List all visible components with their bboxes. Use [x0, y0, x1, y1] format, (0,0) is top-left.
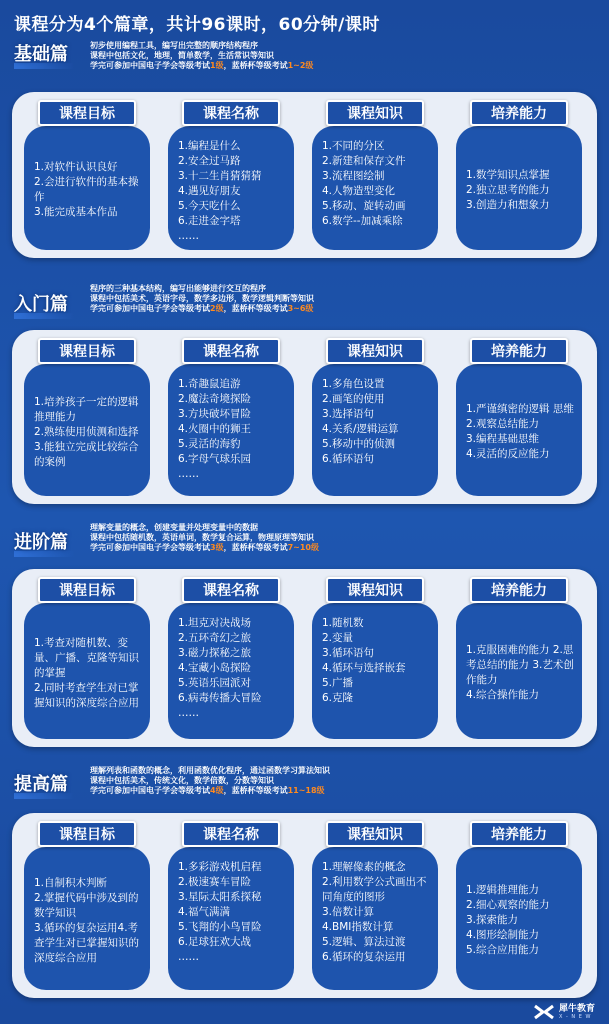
knowledge-card — [312, 364, 438, 496]
section-title: 提高篇 — [14, 770, 68, 796]
logo-subtext: X - N E W — [558, 1014, 592, 1020]
abilities-card — [456, 603, 582, 739]
list-item: 4.图形绘制能力 — [466, 929, 540, 941]
abilities-card — [456, 126, 582, 250]
description-text: ，蓝桥杯等级考试 — [223, 786, 288, 795]
description-line — [90, 304, 314, 314]
list-item: 1.对软件认识良好 — [34, 161, 118, 173]
column-goals — [20, 813, 154, 998]
list-item: 4.BMI指数计算 — [322, 921, 394, 933]
courses-card — [168, 126, 294, 250]
section-description — [90, 766, 330, 796]
list-item: 1.严谨缜密的逻辑 思维 — [466, 403, 574, 415]
list-item: 1.不同的分区 — [322, 140, 385, 152]
description-line — [90, 61, 313, 71]
list-item: 1.多角色设置 — [322, 378, 385, 390]
column-knowledge — [308, 813, 442, 998]
list-item: 6.足球狂欢大战 — [178, 936, 252, 948]
list-item: 3.能独立完成比较综合的案例 — [34, 440, 139, 468]
column-abilities — [452, 330, 586, 504]
list-item: 1.克服困难的能力 2.思考总结的能力 3.艺术创作能力 — [466, 644, 574, 686]
column-goals — [20, 330, 154, 504]
description-line: 课程中包括随机数，英语单词，数学复合运算，物理原理等知识 — [90, 533, 314, 542]
column-header-courses: 课程名称 — [182, 100, 280, 126]
abilities-card — [456, 847, 582, 990]
list-item: 5.飞翔的小鸟冒险 — [178, 921, 262, 933]
list-item: …… — [178, 230, 199, 242]
list-item: 3.探索能力 — [466, 914, 519, 926]
list-item: …… — [178, 707, 199, 719]
column-header-abilities: 培养能力 — [470, 338, 568, 364]
course-panel — [12, 813, 597, 998]
description-line: 课程中包括美术，传统文化，数学倍数，分数等知识 — [90, 776, 274, 785]
level-highlight: 3级 — [210, 543, 224, 552]
list-item: 3.创造力和想象力 — [466, 198, 550, 211]
column-header-courses: 课程名称 — [182, 577, 280, 603]
description-line: 程序的三种基本结构，编写出能够进行交互的程序 — [90, 284, 266, 293]
column-header-knowledge: 课程知识 — [326, 821, 424, 847]
list-item: 1.数学知识点掌握 — [466, 168, 550, 181]
section-description — [90, 284, 314, 314]
course-panel — [12, 92, 597, 258]
course-panel — [12, 330, 597, 504]
description-text: ，蓝桥杯等级考试 — [223, 304, 288, 313]
description-line: 课程中包括文化，地理，简单数学，生活常识等知识 — [90, 51, 274, 60]
description-text: 学完可参加中国电子学会等级考试 — [90, 786, 210, 795]
list-item: 5.逻辑、算法过渡 — [322, 936, 406, 948]
list-item: 4.福气满满 — [178, 906, 231, 918]
goals-card — [24, 126, 150, 250]
list-item: 6.字母气球乐园 — [178, 453, 252, 465]
course-panel — [12, 569, 597, 747]
section-description — [90, 41, 313, 71]
column-knowledge — [308, 569, 442, 747]
section-description — [90, 523, 319, 553]
list-item: 2.同时考查学生对已掌握知识的深度综合应用 — [34, 681, 139, 709]
list-item: 5.灵活的海豹 — [178, 438, 241, 450]
list-item: 1.奇趣鼠追游 — [178, 378, 241, 390]
list-item: 3.编程基础思维 — [466, 433, 540, 445]
list-item: 1.理解像素的概念 — [322, 861, 406, 873]
list-item: 3.星际太阳系探秘 — [178, 891, 262, 903]
list-item: 2.画笔的使用 — [322, 393, 385, 405]
list-item: …… — [178, 951, 199, 963]
column-goals — [20, 92, 154, 258]
column-header-abilities: 培养能力 — [470, 100, 568, 126]
description-text: 学完可参加中国电子学会等级考试 — [90, 61, 210, 70]
knowledge-card — [312, 126, 438, 250]
column-header-goals: 课程目标 — [38, 577, 136, 603]
list-item: 2.独立思考的能力 — [466, 183, 550, 196]
list-item: 6.循环的复杂运用 — [322, 951, 406, 963]
goals-card — [24, 364, 150, 496]
list-item: 2.会进行软件的基本操作 — [34, 176, 139, 203]
description-line: 理解变量的概念，创建变量并处理变量中的数据 — [90, 523, 258, 532]
list-item: 1.考查对随机数、变量、广播、克隆等知识的掌握 — [34, 636, 139, 679]
list-item: 1.培养孩子一定的逻辑推理能力 — [34, 395, 139, 423]
list-item: 4.灵活的反应能力 — [466, 448, 550, 460]
list-item: 3.磁力探秘之旅 — [178, 647, 252, 659]
column-header-knowledge: 课程知识 — [326, 338, 424, 364]
list-item: 5.广播 — [322, 677, 354, 689]
list-item: 1.编程是什么 — [178, 140, 241, 152]
list-item: 2.熟练使用侦测和选择 — [34, 425, 139, 438]
list-item: 4.遇见好朋友 — [178, 185, 241, 197]
list-item: 1.坦克对决战场 — [178, 617, 252, 629]
abilities-card — [456, 364, 582, 496]
description-line: 初步使用编程工具，编写出完整的顺序结构程序 — [90, 41, 258, 50]
section-title: 基础篇 — [14, 40, 68, 66]
list-item: 2.利用数学公式画出不同角度的图形 — [322, 876, 427, 903]
list-item: 4.宝藏小岛探险 — [178, 662, 252, 674]
goals-card — [24, 603, 150, 739]
list-item: 6.数学--加减乘除 — [322, 215, 403, 227]
column-courses — [164, 813, 298, 998]
description-line — [90, 786, 330, 796]
section-title: 入门篇 — [14, 290, 68, 316]
list-item: 2.魔法奇境探险 — [178, 393, 252, 405]
section-title: 进阶篇 — [14, 528, 68, 554]
description-text: 学完可参加中国电子学会等级考试 — [90, 543, 210, 552]
list-item: 3.十二生肖猜猜猜 — [178, 170, 262, 182]
list-item: …… — [178, 468, 199, 480]
list-item: 2.变量 — [322, 632, 354, 644]
list-item: 4.人物造型变化 — [322, 185, 396, 197]
list-item: 1.多彩游戏机启程 — [178, 861, 262, 873]
list-item: 3.循环语句 — [322, 647, 375, 659]
column-header-goals: 课程目标 — [38, 338, 136, 364]
column-header-knowledge: 课程知识 — [326, 100, 424, 126]
description-line: 课程中包括美术，英语字母，数学多边形，数学逻辑判断等知识 — [90, 294, 314, 303]
column-knowledge — [308, 92, 442, 258]
column-header-courses: 课程名称 — [182, 821, 280, 847]
description-line: 理解列表和函数的概念，利用函数优化程序，通过函数学习算法知识 — [90, 766, 330, 775]
knowledge-card — [312, 847, 438, 990]
list-item: 2.观察总结能力 — [466, 418, 540, 430]
rhino-logo-icon — [533, 1004, 555, 1020]
list-item: 3.方块破坏冒险 — [178, 408, 252, 420]
level-highlight: 4级 — [210, 786, 224, 795]
main-title: 课程分为4个篇章，共计96课时，60分钟/课时 — [14, 15, 380, 35]
knowledge-card — [312, 603, 438, 739]
level-highlight: 1~2级 — [287, 61, 314, 70]
column-courses — [164, 330, 298, 504]
list-item: 4.火圈中的狮王 — [178, 423, 252, 435]
list-item: 2.安全过马路 — [178, 155, 241, 167]
list-item: 5.今天吃什么 — [178, 200, 241, 212]
level-highlight: 7~10级 — [287, 543, 319, 552]
list-item: 3.选择语句 — [322, 408, 375, 420]
list-item: 5.移动、旋转动画 — [322, 200, 406, 212]
description-text: ，蓝桥杯等级考试 — [223, 543, 288, 552]
column-abilities — [452, 569, 586, 747]
courses-card — [168, 364, 294, 496]
column-knowledge — [308, 330, 442, 504]
column-goals — [20, 569, 154, 747]
list-item: 5.移动中的侦测 — [322, 438, 396, 450]
column-header-courses: 课程名称 — [182, 338, 280, 364]
column-abilities — [452, 813, 586, 998]
level-highlight: 1级 — [210, 61, 224, 70]
column-courses — [164, 92, 298, 258]
column-header-abilities: 培养能力 — [470, 821, 568, 847]
list-item: 4.综合操作能力 — [466, 689, 540, 701]
level-highlight: 2级 — [210, 304, 224, 313]
list-item: 1.逻辑推理能力 — [466, 884, 540, 896]
list-item: 3.循环的复杂运用4.考查学生对已掌握知识的深度综合应用 — [34, 921, 139, 964]
brand-logo — [533, 1004, 595, 1020]
list-item: 3.流程图绘制 — [322, 170, 385, 182]
list-item: 4.循环与选择嵌套 — [322, 662, 406, 674]
list-item: 6.循环语句 — [322, 453, 375, 465]
list-item: 4.关系/逻辑运算 — [322, 423, 399, 435]
description-text: ，蓝桥杯等级考试 — [223, 61, 288, 70]
courses-card — [168, 603, 294, 739]
column-header-goals: 课程目标 — [38, 821, 136, 847]
list-item: 2.极速赛车冒险 — [178, 876, 252, 888]
list-item: 5.综合应用能力 — [466, 944, 540, 956]
column-courses — [164, 569, 298, 747]
column-abilities — [452, 92, 586, 258]
level-highlight: 3~6级 — [287, 304, 314, 313]
list-item: 1.随机数 — [322, 617, 364, 629]
courses-card — [168, 847, 294, 990]
description-text: 学完可参加中国电子学会等级考试 — [90, 304, 210, 313]
logo-name: 犀牛教育 — [558, 1004, 595, 1014]
level-highlight: 11~18级 — [287, 786, 325, 795]
list-item: 6.病毒传播大冒险 — [178, 692, 262, 704]
column-header-abilities: 培养能力 — [470, 577, 568, 603]
column-header-goals: 课程目标 — [38, 100, 136, 126]
list-item: 6.走进金字塔 — [178, 215, 241, 227]
goals-card — [24, 847, 150, 990]
list-item: 6.克隆 — [322, 692, 354, 704]
list-item: 5.英语乐园派对 — [178, 677, 252, 689]
list-item: 2.新建和保存文件 — [322, 155, 406, 167]
column-header-knowledge: 课程知识 — [326, 577, 424, 603]
description-line — [90, 543, 319, 553]
list-item: 2.五环奇幻之旅 — [178, 632, 252, 644]
list-item: 1.自制积木判断 — [34, 876, 108, 889]
list-item: 3.能完成基本作品 — [34, 206, 118, 218]
list-item: 3.倍数计算 — [322, 906, 375, 918]
list-item: 2.掌握代码中涉及到的数学知识 — [34, 891, 139, 919]
list-item: 2.细心观察的能力 — [466, 899, 550, 911]
